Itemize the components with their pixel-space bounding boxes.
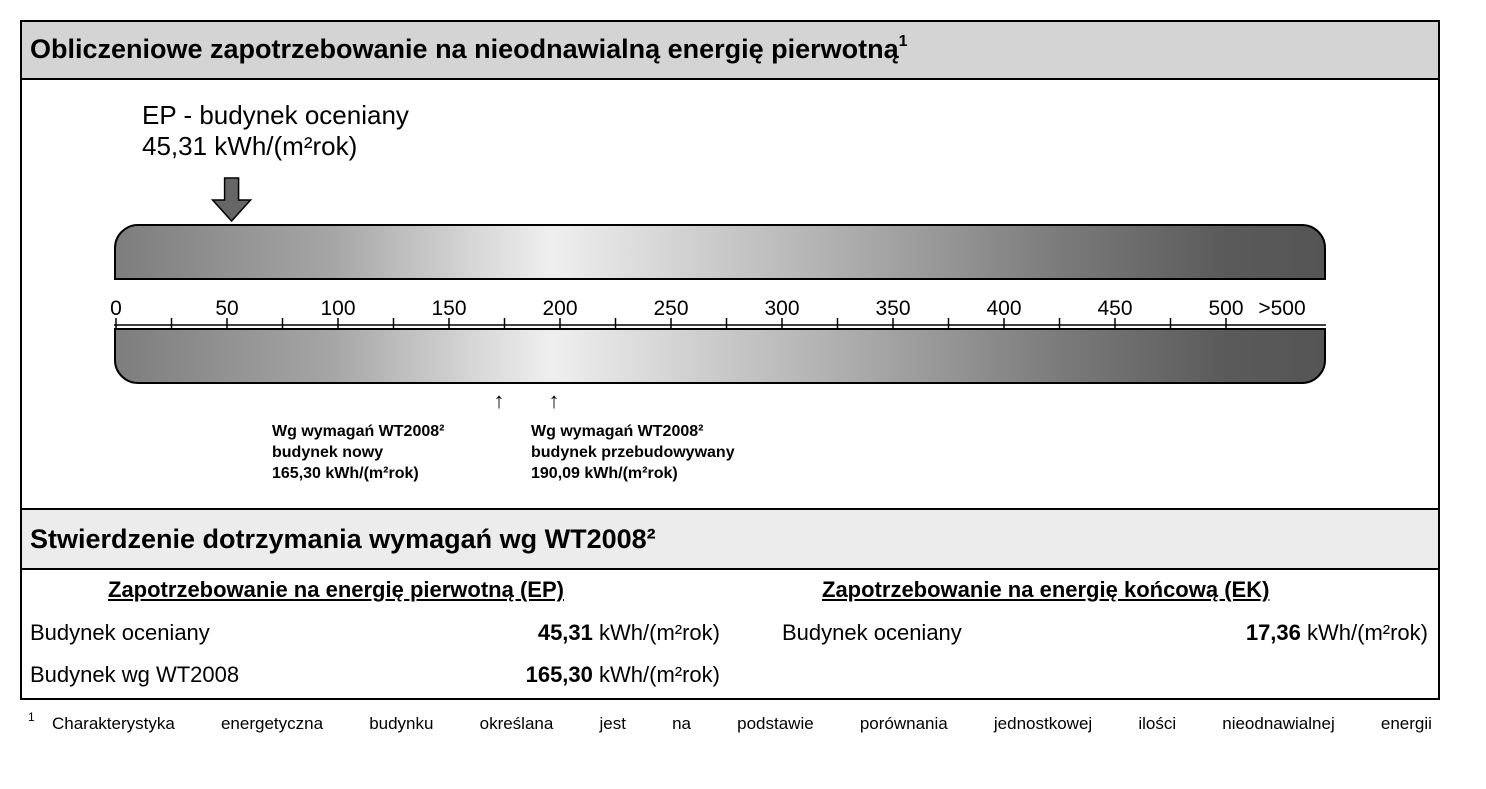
footnote-word: jednostkowej	[993, 713, 1093, 733]
footnote-word: energii	[1380, 713, 1432, 733]
requirement-label-line: 190,09 kWh/(m²rok)	[531, 465, 678, 482]
scale-tick-label: >500	[1258, 297, 1306, 320]
footnote-word: budynku	[369, 713, 434, 733]
scale-tick-label: 50	[215, 297, 239, 320]
scale-tick-label: 150	[431, 297, 467, 320]
ek-row-number: 17,36	[1245, 620, 1301, 645]
footnote-word: energetyczna	[220, 713, 324, 733]
scale-tick-label: 450	[1097, 297, 1133, 320]
footnote-word: jest	[599, 713, 626, 733]
footnote-word: nieodnawialnej	[1222, 713, 1335, 733]
ek-table-heading: Zapotrzebowanie na energię końcową (EK)	[822, 577, 1270, 602]
ep-row-unit: kWh/(m²rok)	[599, 620, 720, 645]
footnote-text	[52, 714, 1432, 734]
energy-scale-bar-top	[114, 224, 1326, 280]
ep-marker-title: EP - budynek oceniany	[142, 100, 409, 130]
ek-row-value	[1246, 620, 1428, 646]
requirement-label-line: Wg wymagań WT2008²	[272, 423, 445, 440]
section-title: Obliczeniowe zapotrzebowanie na nieodnawialną energię pierwotną	[30, 34, 899, 64]
requirement-label-line: Wg wymagań WT2008²	[531, 423, 704, 440]
scale-tick-label: 300	[764, 297, 800, 320]
ep-row-value	[526, 662, 720, 688]
scale-ticks	[114, 318, 1326, 328]
ep-row-number: 165,30	[525, 662, 593, 687]
ep-row-label: Budynek wg WT2008	[30, 662, 240, 687]
ep-table-heading: Zapotrzebowanie na energię pierwotną (EP)	[108, 577, 564, 602]
section-title: Stwierdzenie dotrzymania wymagań wg WT2008²	[30, 524, 656, 554]
energy-scale-bar-bottom	[114, 328, 1326, 384]
requirement-label	[531, 421, 735, 484]
scale-tick-label: 200	[542, 297, 578, 320]
ep-row-unit: kWh/(m²rok)	[599, 662, 720, 687]
footnote-ref: 1	[898, 33, 908, 50]
ek-row-unit: kWh/(m²rok)	[1307, 620, 1428, 645]
section-header-compliance	[22, 508, 1438, 570]
ep-row-label: Budynek oceniany	[30, 620, 210, 645]
footnote-word: na	[672, 713, 691, 733]
requirement-arrow-icon: ↑	[548, 388, 560, 413]
footnote	[28, 710, 1432, 734]
footnote-marker: 1	[28, 710, 35, 724]
scale-tick-label: 100	[320, 297, 356, 320]
footnote-word: Charakterystyka	[52, 713, 175, 733]
ek-row-label: Budynek oceniany	[782, 620, 962, 645]
requirement-label-line: budynek przebudowywany	[531, 444, 735, 461]
scale-tick-label: 500	[1208, 297, 1244, 320]
footnote-word: porównania	[859, 713, 948, 733]
ep-pointer-arrow	[213, 178, 251, 221]
scale-tick-label: 350	[875, 297, 911, 320]
requirement-label-line: 165,30 kWh/(m²rok)	[272, 465, 419, 482]
ep-row-value	[538, 620, 720, 646]
requirement-arrow-icon: ↑	[493, 388, 505, 413]
footnote-word: określana	[479, 713, 554, 733]
requirement-label-line: budynek nowy	[272, 444, 384, 461]
requirement-label	[272, 421, 444, 484]
ep-row-number: 45,31	[537, 620, 593, 645]
scale-tick-label: 250	[653, 297, 689, 320]
scale-tick-label: 0	[110, 297, 122, 320]
ep-pointer-arrow-icon	[213, 178, 251, 221]
scale-tick-label: 400	[986, 297, 1022, 320]
footnote-word: podstawie	[737, 713, 814, 733]
ep-marker-value: 45,31 kWh/(m²rok)	[142, 131, 358, 161]
footnote-word: ilości	[1138, 713, 1177, 733]
